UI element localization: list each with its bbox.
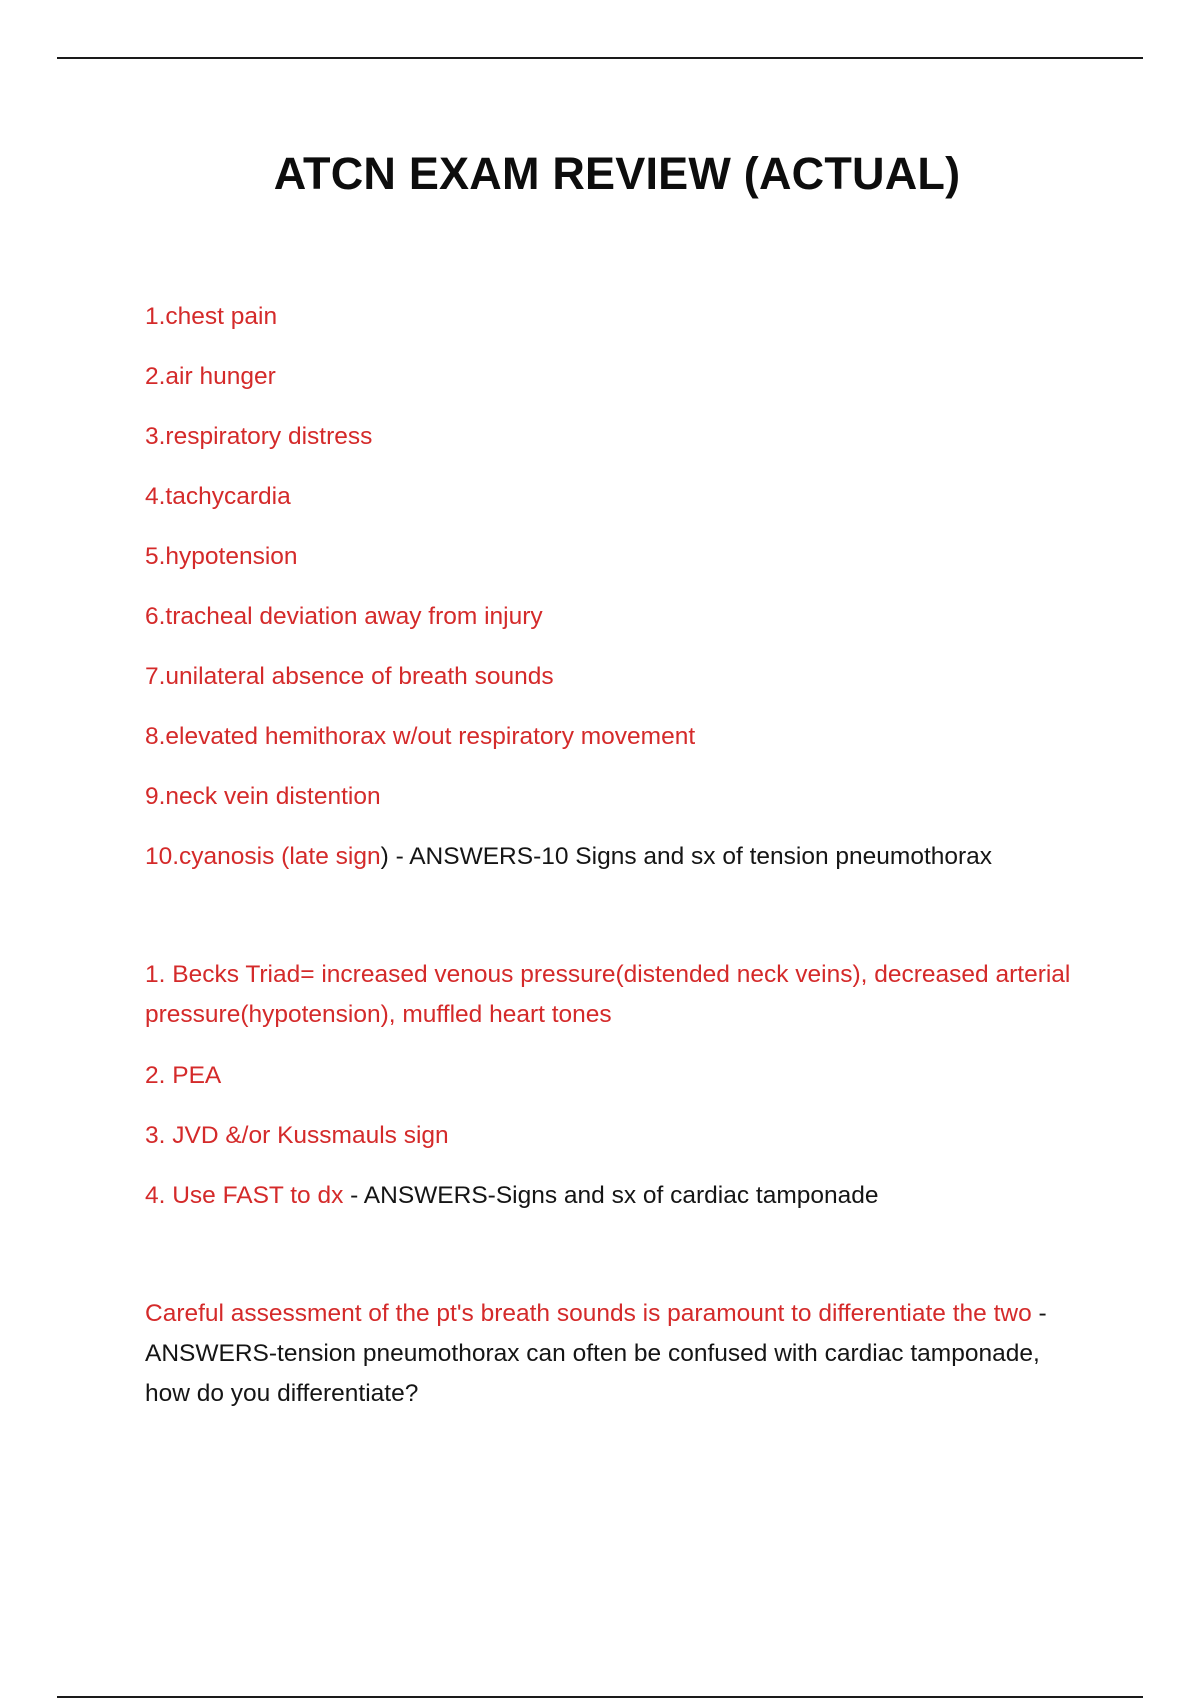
list-item: 9.neck vein distention	[145, 783, 381, 810]
question-block-tension-pneumothorax	[145, 287, 1075, 887]
list-item: 7.unilateral absence of breath sounds	[145, 663, 554, 690]
answer-text: ) - ANSWERS-10 Signs and sx of tension pneumothorax	[380, 843, 993, 870]
list-item: 3. JVD &/or Kussmauls sign	[145, 1122, 449, 1149]
list-item-text: 4. Use FAST to dx	[145, 1182, 344, 1209]
list-item: 4.tachycardia	[145, 483, 291, 510]
list-item-text: 10.cyanosis (late sign	[145, 843, 381, 870]
list-item-with-answer	[145, 827, 1075, 887]
top-rule	[57, 57, 1143, 59]
bottom-rule	[57, 1696, 1143, 1698]
document-title: ATCN EXAM REVIEW (ACTUAL)	[273, 148, 961, 199]
list-item: 5.hypotension	[145, 543, 298, 570]
list-item: 1.chest pain	[145, 303, 278, 330]
question-text: Careful assessment of the pt's breath sounds is paramount to differentiate the two	[145, 1300, 1032, 1327]
answer-text: - ANSWERS-Signs and sx of cardiac tamponade	[343, 1182, 879, 1209]
list-item: 3.respiratory distress	[145, 423, 373, 450]
list-item-with-answer	[145, 1166, 1075, 1226]
question-block-cardiac-tamponade	[145, 1046, 1075, 1226]
list-item: 8.elevated hemithorax w/out respiratory movement	[145, 723, 696, 750]
question-block-differentiate	[145, 1294, 1075, 1414]
answer-text: - ANSWERS-tension pneumothorax can often be confused with cardiac tamponade, how do you differentiate?	[145, 1300, 1047, 1407]
list-item: 2. PEA	[145, 1062, 222, 1089]
question-2-item-1: 1. Becks Triad= increased venous pressure(distended neck veins), decreased arterial pressure(hypotension), muffled heart tones	[145, 961, 1071, 1028]
list-item: 2.air hunger	[145, 363, 276, 390]
list-item: 6.tracheal deviation away from injury	[145, 603, 543, 630]
